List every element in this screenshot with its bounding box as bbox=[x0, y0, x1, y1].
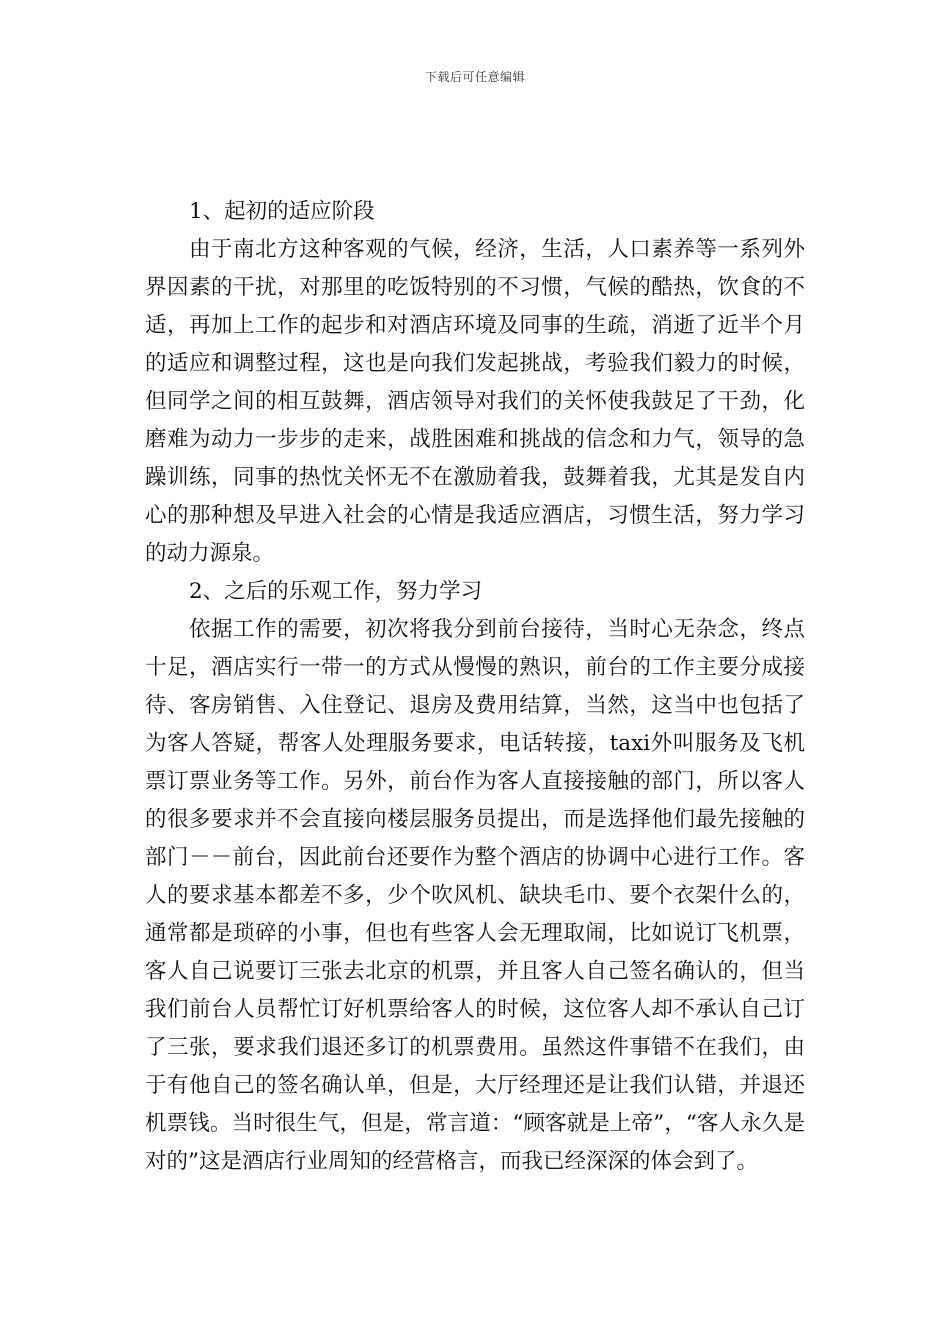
section-heading-2: 2、之后的乐观工作，努力学习 bbox=[189, 579, 483, 604]
section-paragraph-2: 依据工作的需要，初次将我分到前台接待，当时心无杂念，终点十足，酒店实行一带一的方式从慢慢的熟识，前台的工作主要分成接待、客房销售、入住登记、退房及费用结算，当然，这当中也包括了为客人答疑，帮客人处理服务要求，电话转接，taxi外叫服务及飞机票订票业务等工作。另外，前台作为客人直接接触的部门，所以客人的很多要求并不会直接向楼层服务员提出，而是选择他们最先接触的部门－－前台，因此前台还要作为整个酒店的协调中心进行工作。客人的要求基本都差不多，少个吹风机、缺块毛巾、要个衣架什么的，通常都是琐碎的小事，但也有些客人会无理取闹，比如说订飞机票，客人自己说要订三张去北京的机票，并且客人自己签名确认的，但当我们前台人员帮忙订好机票给客人的时候，这位客人却不承认自己订了三张，要求我们退还多订的机票费用。虽然这件事错不在我们，由于有他自己的签名确认单，但是，大厅经理还是让我们认错，并退还机票钱。当时很生气，但是，常言道：“顾客就是上帝”，“客人永久是对的”这是酒店行业周知的经营格言，而我已经深深的体会到了。 bbox=[145, 617, 805, 1174]
section-heading-1: 1、起初的适应阶段 bbox=[189, 199, 375, 224]
section-paragraph-1: 由于南北方这种客观的气候，经济，生活，人口素养等一系列外界因素的干扰，对那里的吃饭特别的不习惯，气候的酷热，饮食的不适，再加上工作的起步和对酒店环境及同事的生疏，消逝了近半个月的适应和调整过程，这也是向我们发起挑战，考验我们毅力的时候，但同学之间的相互鼓舞，酒店领导对我们的关怀使我鼓足了干劲，化磨难为动力一步步的走来，战胜困难和挑战的信念和力气，领导的急躁训练，同事的热忱关怀无不在激励着我，鼓舞着我，尤其是发自内心的那种想及早进入社会的心情是我适应酒店，习惯生活，努力学习的动力源泉。 bbox=[145, 237, 805, 566]
page-header: 下载后可任意编辑 bbox=[424, 70, 525, 84]
document-body bbox=[145, 193, 805, 1181]
